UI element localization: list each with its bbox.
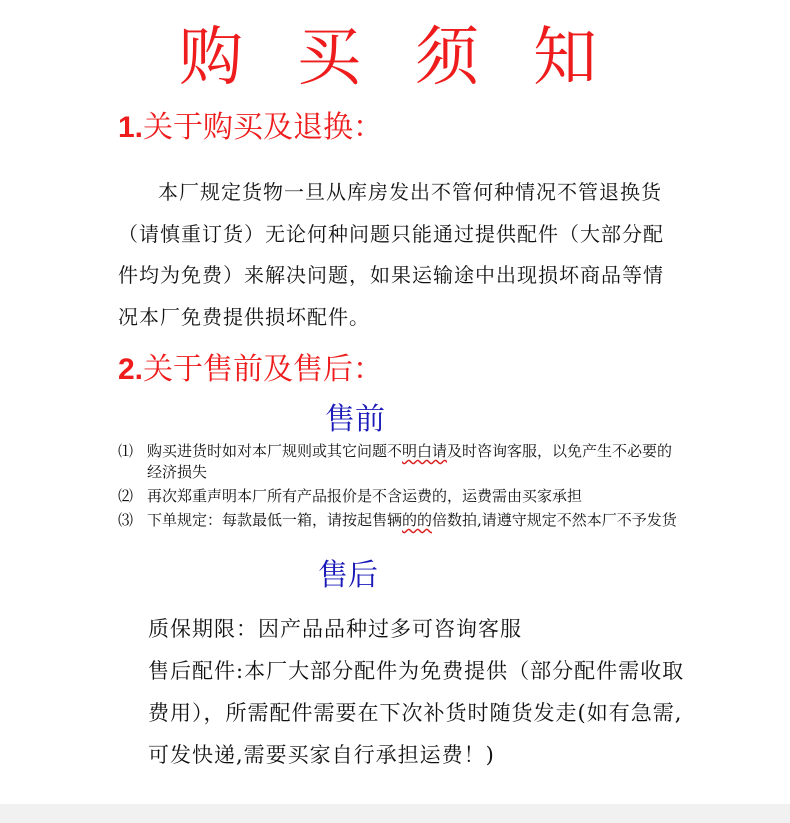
list-item-text: 再次郑重声明本厂所有产品报价是不含运费的，运费需由买家承担 [147,487,583,505]
underlined-text: 明白请 [402,442,448,460]
list-item [118,441,678,483]
section2-number: 2. [118,353,144,386]
list-item-number: ⑵ [118,488,134,505]
footer-bar [0,804,790,823]
list-item [118,510,678,531]
section1-body: 本厂规定货物一旦从库房发出不管何种情况不管退换货（请慎重订货）无论何种问题只能通过提供配件（大部分配件均为免费）来解决问题，如果运输途中出现损坏商品等情况本厂免费提供损坏配件。 [118,180,664,329]
presale-list [118,441,678,534]
section1-heading-text: 关于购买及退换： [143,110,384,145]
list-item-text: 购买进货时如对本厂规则或其它问题不 [147,442,403,460]
section2-heading-text: 关于售前及售后： [143,352,384,387]
parts-line: 售后配件:本厂大部分配件为免费提供（部分配件需收取费用），所需配件需要在下次补货时随货发走(如有急需,可发快递,需要买家自行承担运费！) [148,659,685,767]
list-item-text-end: 倍数拍,请遵守规定不然本厂不予发货 [432,511,677,529]
warranty-line: 质保期限：因产品品种过多可咨询客服 [148,617,522,641]
presale-heading: 售前 [325,402,385,437]
list-item [118,486,678,507]
list-item-text-end: 及时咨询客服，以免产生不必要的经济损失 [147,442,673,481]
list-item-text: 下单规定：每款最低一箱，请按起售辆 [147,511,403,529]
page-title: 购买须知 [179,21,651,95]
aftersale-heading: 售后 [318,558,378,593]
section1-heading [118,108,383,148]
underlined-text: 的的 [402,511,433,529]
aftersale-body [148,608,688,776]
section1-number: 1. [118,111,144,144]
section2-heading [118,350,383,390]
list-item-number: ⑶ [118,512,134,529]
list-item-number: ⑴ [118,443,134,460]
